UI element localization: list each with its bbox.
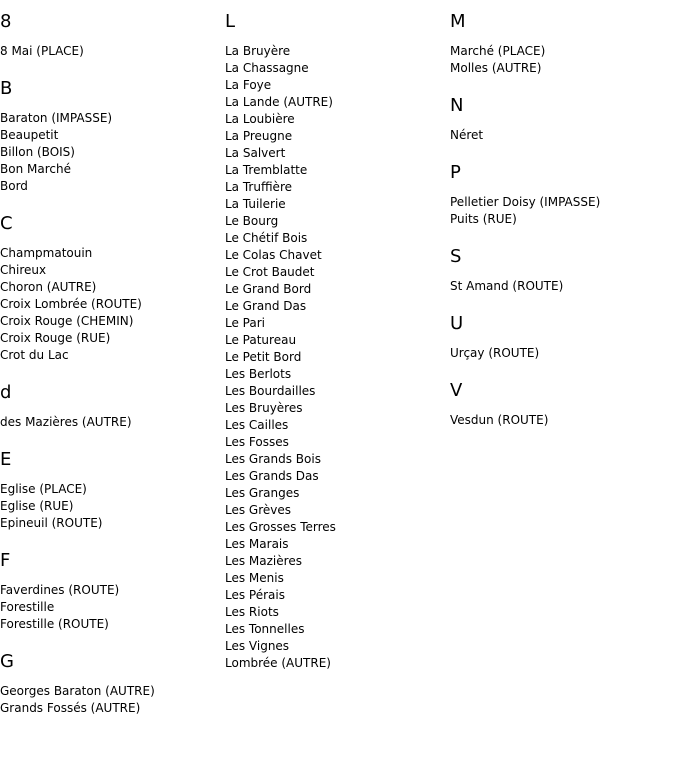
street-list-item[interactable]: Les Pérais [225, 588, 285, 602]
street-list-item[interactable]: La Bruyère [225, 44, 291, 58]
street-list-item[interactable]: Les Grosses Terres [225, 520, 336, 534]
street-list-item[interactable]: Lombrée (AUTRE) [225, 656, 331, 670]
street-list-item[interactable]: Chireux [0, 263, 47, 277]
letter-group [0, 450, 220, 532]
street-list-item[interactable]: Puits (RUE) [450, 212, 517, 226]
street-list-item[interactable]: Croix Lombrée (ROUTE) [0, 297, 142, 311]
letter-group [0, 214, 220, 364]
street-list-item[interactable]: Croix Rouge (CHEMIN) [0, 314, 134, 328]
street-list-item[interactable]: Forestille (ROUTE) [0, 617, 109, 631]
street-list-item[interactable]: La Foye [225, 78, 272, 92]
street-list-item[interactable]: Le Bourg [225, 214, 279, 228]
street-list [450, 43, 670, 77]
street-list-item[interactable]: Eglise (RUE) [0, 499, 74, 513]
street-list-item[interactable]: Baraton (IMPASSE) [0, 111, 113, 125]
street-list-item[interactable]: La Tuilerie [225, 197, 286, 211]
street-list-item[interactable]: des Mazières (AUTRE) [0, 415, 132, 429]
street-column-3 [450, 0, 670, 429]
street-list-item[interactable]: Néret [450, 128, 484, 142]
street-list-item[interactable]: Les Berlots [225, 367, 292, 381]
street-list-item[interactable]: Faverdines (ROUTE) [0, 583, 120, 597]
street-list-item[interactable]: Les Bourdailles [225, 384, 316, 398]
street-list [0, 481, 220, 532]
street-list-item[interactable]: La Tremblatte [225, 163, 308, 177]
street-list [450, 194, 670, 228]
street-list-item[interactable]: Choron (AUTRE) [0, 280, 97, 294]
street-list [0, 683, 220, 717]
street-list [0, 245, 220, 364]
street-list-item[interactable]: Pelletier Doisy (IMPASSE) [450, 195, 601, 209]
letter-heading: d [0, 382, 12, 403]
letter-group [450, 247, 670, 295]
street-list [450, 278, 670, 295]
street-list-item[interactable]: Epineuil (ROUTE) [0, 516, 103, 530]
street-list-item[interactable]: Beaupetit [0, 128, 59, 142]
street-list-item[interactable]: Les Grands Bois [225, 452, 321, 466]
street-list-item[interactable]: Marché (PLACE) [450, 44, 546, 58]
street-list-item[interactable]: Bon Marché [0, 162, 71, 176]
street-list-item[interactable]: Le Colas Chavet [225, 248, 322, 262]
letter-group [0, 12, 220, 60]
letter-heading: F [0, 550, 11, 571]
street-list-item[interactable]: Georges Baraton (AUTRE) [0, 684, 155, 698]
street-list-item[interactable]: Les Riots [225, 605, 279, 619]
street-list [0, 414, 220, 431]
street-list-item[interactable]: Croix Rouge (RUE) [0, 331, 111, 345]
street-list-item[interactable]: Eglise (PLACE) [0, 482, 87, 496]
street-list-item[interactable]: Les Bruyères [225, 401, 303, 415]
street-list [0, 582, 220, 633]
street-list-item[interactable]: Vesdun (ROUTE) [450, 413, 549, 427]
letter-group [450, 381, 670, 429]
street-list-item[interactable]: Les Granges [225, 486, 300, 500]
street-list-item[interactable]: 8 Mai (PLACE) [0, 44, 84, 58]
street-list-item[interactable]: Les Vignes [225, 639, 290, 653]
letter-heading: S [450, 246, 462, 267]
letter-group [450, 12, 670, 77]
street-column-1 [0, 0, 220, 717]
street-list-item[interactable]: St Amand (ROUTE) [450, 279, 564, 293]
street-list-item[interactable]: Champmatouin [0, 246, 93, 260]
letter-heading: U [450, 313, 464, 334]
street-list-item[interactable]: Les Grèves [225, 503, 292, 517]
letter-group [450, 163, 670, 228]
street-list [450, 412, 670, 429]
letter-heading: G [0, 651, 14, 672]
street-list-item[interactable]: Les Cailles [225, 418, 289, 432]
street-list-item[interactable]: Forestille [0, 600, 55, 614]
street-list [0, 110, 220, 195]
street-list-item[interactable]: Molles (AUTRE) [450, 61, 542, 75]
letter-heading: L [225, 11, 236, 32]
street-column-2 [225, 0, 445, 672]
street-list-item[interactable]: La Chassagne [225, 61, 309, 75]
street-list [225, 43, 445, 672]
letter-group [450, 314, 670, 362]
letter-group [450, 96, 670, 144]
street-list [450, 127, 670, 144]
street-list-item[interactable]: Le Grand Bord [225, 282, 312, 296]
letter-group [225, 12, 445, 672]
street-list-item[interactable]: Les Marais [225, 537, 289, 551]
street-list-item[interactable]: Le Patureau [225, 333, 297, 347]
street-list-item[interactable]: La Truffière [225, 180, 292, 194]
street-list-item[interactable]: Urçay (ROUTE) [450, 346, 540, 360]
street-list-item[interactable]: Les Fosses [225, 435, 289, 449]
street-list-item[interactable]: La Loubière [225, 112, 295, 126]
street-list-item[interactable]: Le Petit Bord [225, 350, 302, 364]
street-list-item[interactable]: Les Tonnelles [225, 622, 305, 636]
street-list-item[interactable]: Les Mazières [225, 554, 302, 568]
street-list-item[interactable]: Le Pari [225, 316, 265, 330]
street-list [0, 43, 220, 60]
street-list-item[interactable]: La Preugne [225, 129, 293, 143]
street-list-item[interactable]: Billon (BOIS) [0, 145, 75, 159]
street-list-item[interactable]: Bord [0, 179, 28, 193]
letter-heading: N [450, 95, 464, 116]
street-list-item[interactable]: Les Grands Das [225, 469, 319, 483]
letter-heading: M [450, 11, 466, 32]
letter-group [0, 383, 220, 431]
letter-heading: P [450, 162, 461, 183]
street-list-item[interactable]: Les Menis [225, 571, 284, 585]
street-list-item[interactable]: Crot du Lac [0, 348, 69, 362]
letter-group [0, 652, 220, 717]
street-list-item[interactable]: Le Grand Das [225, 299, 307, 313]
letter-heading: V [450, 380, 463, 401]
letter-heading: E [0, 449, 12, 470]
street-list-item[interactable]: La Salvert [225, 146, 286, 160]
street-list-item[interactable]: Grands Fossés (AUTRE) [0, 701, 141, 715]
street-list-item[interactable]: La Lande (AUTRE) [225, 95, 333, 109]
street-list-item[interactable]: Le Chétif Bois [225, 231, 308, 245]
letter-heading: 8 [0, 11, 12, 32]
letter-group [0, 551, 220, 633]
letter-group [0, 79, 220, 195]
letter-heading: C [0, 213, 13, 234]
street-list-item[interactable]: Le Crot Baudet [225, 265, 315, 279]
street-list [450, 345, 670, 362]
letter-heading: B [0, 78, 13, 99]
